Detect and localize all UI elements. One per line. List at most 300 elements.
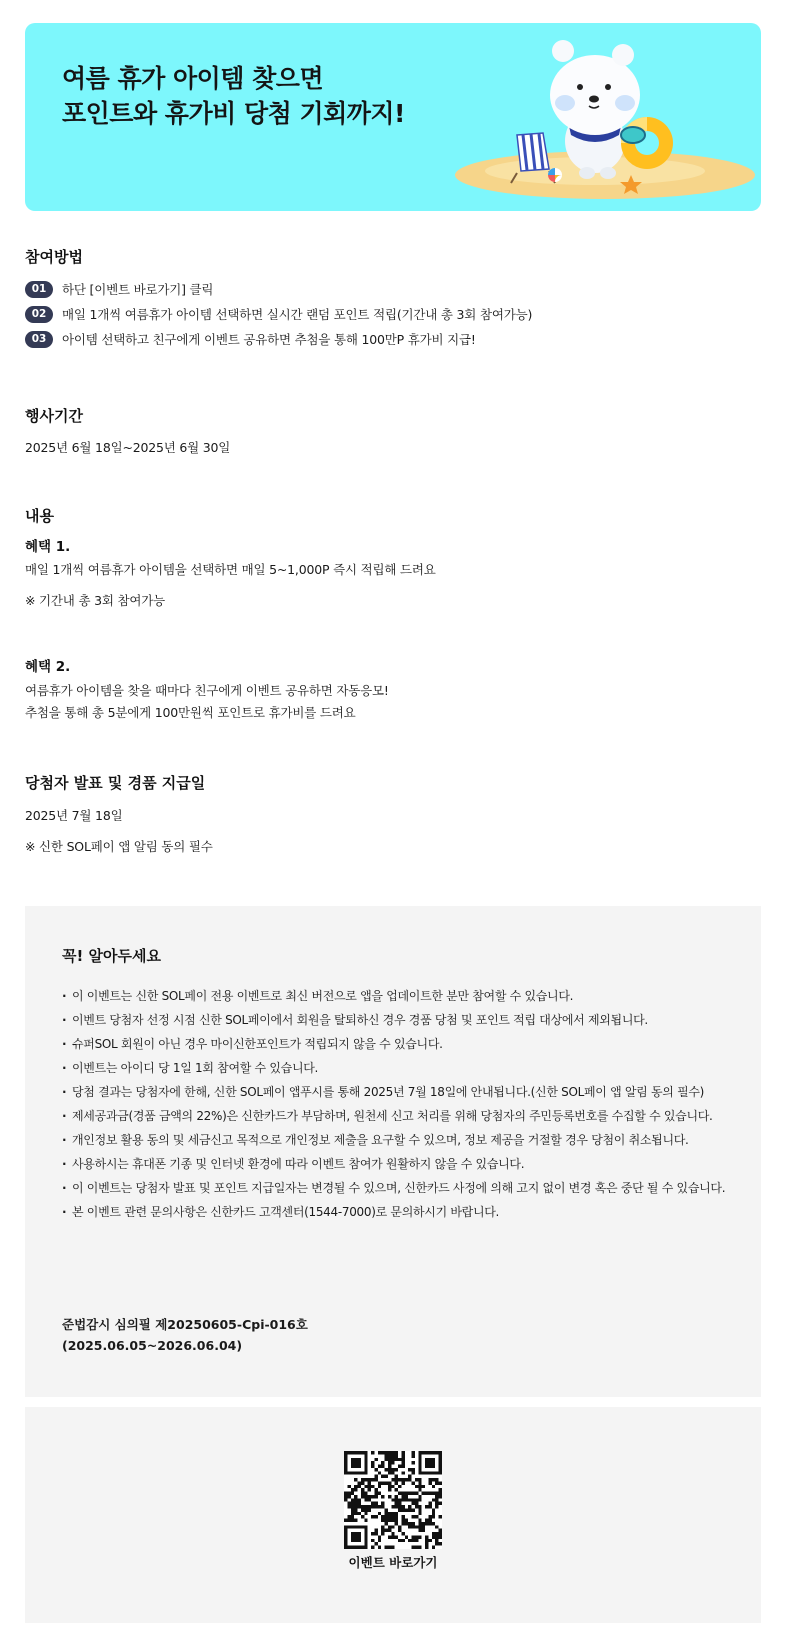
qr-module — [439, 1471, 442, 1474]
qr-module — [418, 1535, 421, 1538]
qr-module — [408, 1475, 411, 1478]
qr-module — [385, 1508, 388, 1511]
qr-module — [432, 1485, 435, 1488]
qr-module — [374, 1532, 377, 1535]
qr-module — [381, 1502, 384, 1505]
qr-section — [25, 1407, 761, 1623]
qr-module — [398, 1485, 401, 1488]
qr-module — [408, 1539, 411, 1542]
qr-module — [432, 1461, 435, 1464]
qr-module — [374, 1515, 377, 1518]
qr-module — [388, 1468, 391, 1471]
qr-module — [391, 1515, 394, 1518]
qr-module — [418, 1488, 421, 1491]
qr-module — [354, 1535, 357, 1538]
step-item — [25, 329, 476, 349]
qr-module — [347, 1451, 350, 1454]
qr-module — [435, 1492, 438, 1495]
qr-module — [385, 1522, 388, 1525]
qr-module — [428, 1478, 431, 1481]
qr-module — [432, 1508, 435, 1511]
qr-module — [381, 1532, 384, 1535]
qr-module — [425, 1535, 428, 1538]
qr-module — [408, 1522, 411, 1525]
qr-module — [385, 1468, 388, 1471]
announce-title: 당첨자 발표 및 경품 지급일 — [25, 774, 206, 792]
qr-module — [418, 1498, 421, 1501]
qr-module — [401, 1461, 404, 1464]
qr-module — [388, 1458, 391, 1461]
qr-module — [408, 1505, 411, 1508]
qr-module — [364, 1495, 367, 1498]
qr-module — [388, 1451, 391, 1454]
qr-module — [408, 1508, 411, 1511]
qr-module — [439, 1481, 442, 1484]
qr-module — [401, 1495, 404, 1498]
qr-module — [364, 1485, 367, 1488]
qr-module — [361, 1481, 364, 1484]
step-item — [25, 304, 532, 324]
qr-module — [378, 1465, 381, 1468]
qr-module — [391, 1532, 394, 1535]
qr-module — [428, 1471, 431, 1474]
qr-module — [435, 1505, 438, 1508]
qr-module — [354, 1485, 357, 1488]
qr-module — [439, 1488, 442, 1491]
how-to-title: 참여방법 — [25, 248, 83, 266]
qr-module — [391, 1478, 394, 1481]
qr-module — [347, 1495, 350, 1498]
qr-module — [347, 1525, 350, 1528]
qr-module — [415, 1492, 418, 1495]
qr-module — [344, 1471, 347, 1474]
qr-module — [395, 1458, 398, 1461]
qr-module — [395, 1475, 398, 1478]
qr-module — [391, 1471, 394, 1474]
qr-module — [391, 1546, 394, 1549]
qr-module — [439, 1495, 442, 1498]
benefit2-line1: 여름휴가 아이템을 찾을 때마다 친구에게 이벤트 공유하면 자동응모! — [25, 683, 389, 698]
qr-module — [381, 1519, 384, 1522]
qr-module — [439, 1458, 442, 1461]
qr-module — [418, 1468, 421, 1471]
qr-module — [364, 1535, 367, 1538]
qr-module — [401, 1471, 404, 1474]
qr-module — [405, 1522, 408, 1525]
qr-module — [412, 1535, 415, 1538]
compliance-text — [62, 1314, 308, 1356]
qr-module — [391, 1519, 394, 1522]
qr-module — [439, 1515, 442, 1518]
qr-module — [418, 1454, 421, 1457]
qr-module — [422, 1529, 425, 1532]
compliance-line1: 준법감시 심의필 제20250605-Cpi-016호 — [62, 1317, 308, 1332]
qr-module — [435, 1532, 438, 1535]
qr-module — [428, 1539, 431, 1542]
qr-module — [401, 1454, 404, 1457]
qr-module — [351, 1505, 354, 1508]
qr-module — [435, 1498, 438, 1501]
qr-module — [432, 1546, 435, 1549]
qr-module — [361, 1478, 364, 1481]
qr-module — [354, 1519, 357, 1522]
qr-module — [405, 1519, 408, 1522]
qr-module — [432, 1522, 435, 1525]
qr-module — [398, 1529, 401, 1532]
qr-module — [344, 1539, 347, 1542]
period-text: 2025년 6월 18일~2025년 6월 30일 — [25, 440, 231, 455]
step-text: 아이템 선택하고 친구에게 이벤트 공유하면 추첨을 통해 100만P 휴가비 지급! — [62, 332, 476, 347]
qr-module — [381, 1525, 384, 1528]
qr-module — [418, 1525, 421, 1528]
qr-module — [354, 1451, 357, 1454]
qr-module — [405, 1498, 408, 1501]
qr-module — [388, 1512, 391, 1515]
qr-module — [415, 1505, 418, 1508]
qr-module — [405, 1478, 408, 1481]
qr-module — [361, 1471, 364, 1474]
qr-module — [412, 1451, 415, 1454]
qr-module — [378, 1471, 381, 1474]
qr-module — [351, 1532, 354, 1535]
qr-module — [432, 1515, 435, 1518]
notice-list — [62, 986, 742, 1226]
qr-module — [368, 1498, 371, 1501]
qr-module — [412, 1461, 415, 1464]
qr-module — [364, 1512, 367, 1515]
qr-module — [428, 1481, 431, 1484]
period-title: 행사기간 — [25, 407, 83, 425]
qr-module — [364, 1465, 367, 1468]
qr-module — [418, 1508, 421, 1511]
qr-module — [432, 1471, 435, 1474]
qr-module — [344, 1542, 347, 1545]
event-shortcut-label[interactable]: 이벤트 바로가기 — [348, 1555, 438, 1570]
qr-module — [347, 1546, 350, 1549]
qr-module — [388, 1485, 391, 1488]
qr-module — [361, 1492, 364, 1495]
qr-module — [418, 1546, 421, 1549]
qr-module — [351, 1539, 354, 1542]
qr-module — [422, 1451, 425, 1454]
qr-module — [347, 1515, 350, 1518]
qr-module — [395, 1498, 398, 1501]
qr-module — [378, 1505, 381, 1508]
qr-module — [344, 1451, 347, 1454]
qr-module — [428, 1451, 431, 1454]
qr-module — [358, 1465, 361, 1468]
qr-module — [385, 1515, 388, 1518]
qr-module — [354, 1546, 357, 1549]
qr-module — [344, 1495, 347, 1498]
qr-module — [395, 1505, 398, 1508]
qr-module — [401, 1508, 404, 1511]
qr-module — [401, 1532, 404, 1535]
qr-module — [418, 1495, 421, 1498]
qr-module — [408, 1492, 411, 1495]
qr-module — [401, 1515, 404, 1518]
qr-module — [354, 1525, 357, 1528]
qr-module — [432, 1512, 435, 1515]
qr-module — [351, 1525, 354, 1528]
qr-module — [358, 1461, 361, 1464]
qr-module — [412, 1468, 415, 1471]
qr-module — [388, 1471, 391, 1474]
qr-module — [361, 1488, 364, 1491]
qr-module — [361, 1451, 364, 1454]
qr-module — [422, 1471, 425, 1474]
qr-module — [358, 1471, 361, 1474]
qr-module — [412, 1498, 415, 1501]
qr-module — [388, 1495, 391, 1498]
qr-module — [412, 1481, 415, 1484]
qr-module — [344, 1458, 347, 1461]
qr-module — [354, 1495, 357, 1498]
qr-module — [432, 1451, 435, 1454]
qr-module — [351, 1502, 354, 1505]
qr-module — [418, 1505, 421, 1508]
qr-module — [439, 1461, 442, 1464]
qr-module — [371, 1495, 374, 1498]
qr-module — [368, 1488, 371, 1491]
qr-module — [418, 1519, 421, 1522]
qr-module — [364, 1546, 367, 1549]
qr-module — [371, 1502, 374, 1505]
qr-module — [391, 1485, 394, 1488]
qr-module — [371, 1505, 374, 1508]
qr-module — [368, 1508, 371, 1511]
benefit2-line2: 추첨을 통해 총 5분에게 100만원씩 포인트로 휴가비를 드려요 — [25, 705, 356, 720]
qr-module — [388, 1519, 391, 1522]
qr-module — [388, 1546, 391, 1549]
qr-module — [435, 1542, 438, 1545]
qr-module — [385, 1451, 388, 1454]
qr-module — [418, 1451, 421, 1454]
qr-module — [412, 1539, 415, 1542]
qr-module — [422, 1522, 425, 1525]
qr-module — [378, 1485, 381, 1488]
qr-module — [415, 1515, 418, 1518]
qr-module — [371, 1515, 374, 1518]
qr-module — [344, 1461, 347, 1464]
qr-module — [388, 1481, 391, 1484]
qr-module — [418, 1529, 421, 1532]
qr-module — [378, 1539, 381, 1542]
qr-module — [398, 1505, 401, 1508]
qr-module — [354, 1458, 357, 1461]
qr-module — [398, 1465, 401, 1468]
qr-module — [422, 1485, 425, 1488]
qr-module — [381, 1495, 384, 1498]
qr-module — [351, 1492, 354, 1495]
qr-module — [412, 1454, 415, 1457]
qr-module — [361, 1505, 364, 1508]
qr-module — [344, 1535, 347, 1538]
qr-module — [425, 1539, 428, 1542]
qr-module — [391, 1505, 394, 1508]
qr-module — [435, 1478, 438, 1481]
notice-item: · 제세공과금(경품 금액의 22%)은 신한카드가 부담하며, 원천세 신고 처리를 위해 당첨자의 주민등록번호를 수집할 수 있습니다. — [62, 1106, 742, 1127]
qr-module — [428, 1522, 431, 1525]
qr-module — [439, 1542, 442, 1545]
qr-module — [358, 1502, 361, 1505]
qr-module — [415, 1485, 418, 1488]
notice-item: · 본 이벤트 관련 문의사항은 신한카드 고객센터(1544-7000)로 문의하시기 바랍니다. — [62, 1202, 742, 1223]
qr-module — [435, 1451, 438, 1454]
qr-module — [418, 1512, 421, 1515]
notice-item: · 슈퍼SOL 회원이 아닌 경우 마이신한포인트가 적립되지 않을 수 있습니다. — [62, 1034, 742, 1055]
banner-title-line2: 포인트와 휴가비 당첨 기회까지! — [62, 99, 405, 128]
qr-module — [432, 1465, 435, 1468]
qr-module — [425, 1519, 428, 1522]
qr-module — [347, 1505, 350, 1508]
qr-module — [395, 1451, 398, 1454]
compliance-line2: (2025.06.05~2026.06.04) — [62, 1338, 243, 1353]
qr-module — [368, 1495, 371, 1498]
qr-module — [401, 1458, 404, 1461]
qr-module — [428, 1461, 431, 1464]
qr-module — [405, 1535, 408, 1538]
qr-module — [439, 1468, 442, 1471]
qr-module — [385, 1546, 388, 1549]
qr-module — [364, 1461, 367, 1464]
qr-module — [408, 1498, 411, 1501]
qr-module — [364, 1542, 367, 1545]
qr-module — [351, 1488, 354, 1491]
qr-module — [405, 1492, 408, 1495]
qr-module — [388, 1515, 391, 1518]
qr-module — [351, 1451, 354, 1454]
qr-module — [401, 1492, 404, 1495]
qr-module — [388, 1461, 391, 1464]
qr-module — [415, 1478, 418, 1481]
qr-module — [351, 1461, 354, 1464]
content-title: 내용 — [25, 507, 54, 525]
qr-module — [432, 1478, 435, 1481]
qr-module — [401, 1498, 404, 1501]
qr-module — [395, 1454, 398, 1457]
qr-module — [364, 1519, 367, 1522]
qr-module — [347, 1502, 350, 1505]
qr-module — [381, 1481, 384, 1484]
qr-module — [371, 1451, 374, 1454]
qr-module — [354, 1461, 357, 1464]
qr-module — [364, 1498, 367, 1501]
qr-module — [344, 1492, 347, 1495]
qr-module — [344, 1454, 347, 1457]
qr-module — [381, 1505, 384, 1508]
qr-module — [425, 1492, 428, 1495]
qr-module — [388, 1525, 391, 1528]
qr-module — [381, 1515, 384, 1518]
qr-module — [358, 1498, 361, 1501]
qr-module — [395, 1519, 398, 1522]
qr-module — [435, 1535, 438, 1538]
qr-module — [412, 1502, 415, 1505]
qr-module — [391, 1451, 394, 1454]
benefit1-title: 혜택 1. — [25, 539, 71, 555]
qr-module — [391, 1458, 394, 1461]
qr-module — [374, 1542, 377, 1545]
qr-module — [374, 1495, 377, 1498]
qr-module — [418, 1471, 421, 1474]
qr-module — [378, 1481, 381, 1484]
qr-code-icon[interactable] — [344, 1451, 442, 1549]
qr-module — [374, 1478, 377, 1481]
qr-module — [374, 1505, 377, 1508]
qr-module — [364, 1454, 367, 1457]
qr-module — [425, 1471, 428, 1474]
qr-module — [371, 1532, 374, 1535]
qr-module — [354, 1498, 357, 1501]
qr-module — [344, 1519, 347, 1522]
qr-module — [351, 1546, 354, 1549]
qr-module — [368, 1485, 371, 1488]
qr-module — [398, 1478, 401, 1481]
qr-module — [371, 1539, 374, 1542]
qr-module — [398, 1458, 401, 1461]
qr-module — [428, 1465, 431, 1468]
qr-module — [428, 1502, 431, 1505]
qr-module — [391, 1461, 394, 1464]
notice-item: · 당첨 결과는 당첨자에 한해, 신한 SOL페이 앱푸시를 통해 2025년 7월 18일에 안내됩니다.(신한 SOL페이 앱 알림 동의 필수) — [62, 1082, 742, 1103]
qr-module — [344, 1525, 347, 1528]
qr-module — [385, 1475, 388, 1478]
qr-module — [388, 1454, 391, 1457]
qr-module — [358, 1539, 361, 1542]
qr-module — [364, 1492, 367, 1495]
qr-module — [395, 1488, 398, 1491]
qr-module — [391, 1525, 394, 1528]
qr-module — [347, 1519, 350, 1522]
qr-module — [385, 1458, 388, 1461]
qr-module — [374, 1468, 377, 1471]
qr-module — [418, 1461, 421, 1464]
qr-module — [432, 1532, 435, 1535]
qr-module — [371, 1461, 374, 1464]
qr-module — [378, 1546, 381, 1549]
banner-title — [62, 61, 405, 131]
qr-module — [418, 1485, 421, 1488]
qr-module — [412, 1492, 415, 1495]
qr-module — [395, 1468, 398, 1471]
qr-module — [358, 1512, 361, 1515]
qr-module — [439, 1502, 442, 1505]
qr-module — [425, 1522, 428, 1525]
qr-module — [415, 1539, 418, 1542]
qr-module — [425, 1451, 428, 1454]
qr-module — [368, 1478, 371, 1481]
qr-module — [432, 1535, 435, 1538]
qr-module — [351, 1535, 354, 1538]
qr-module — [351, 1465, 354, 1468]
qr-module — [422, 1492, 425, 1495]
qr-module — [385, 1454, 388, 1457]
qr-module — [385, 1529, 388, 1532]
qr-module — [358, 1485, 361, 1488]
event-banner — [25, 23, 761, 211]
qr-module — [374, 1458, 377, 1461]
qr-module — [358, 1505, 361, 1508]
qr-module — [391, 1468, 394, 1471]
qr-module — [351, 1471, 354, 1474]
qr-module — [412, 1515, 415, 1518]
qr-module — [361, 1495, 364, 1498]
qr-module — [418, 1465, 421, 1468]
qr-module — [398, 1539, 401, 1542]
qr-module — [425, 1465, 428, 1468]
notice-item: · 이벤트는 아이디 당 1일 1회 참여할 수 있습니다. — [62, 1058, 742, 1079]
